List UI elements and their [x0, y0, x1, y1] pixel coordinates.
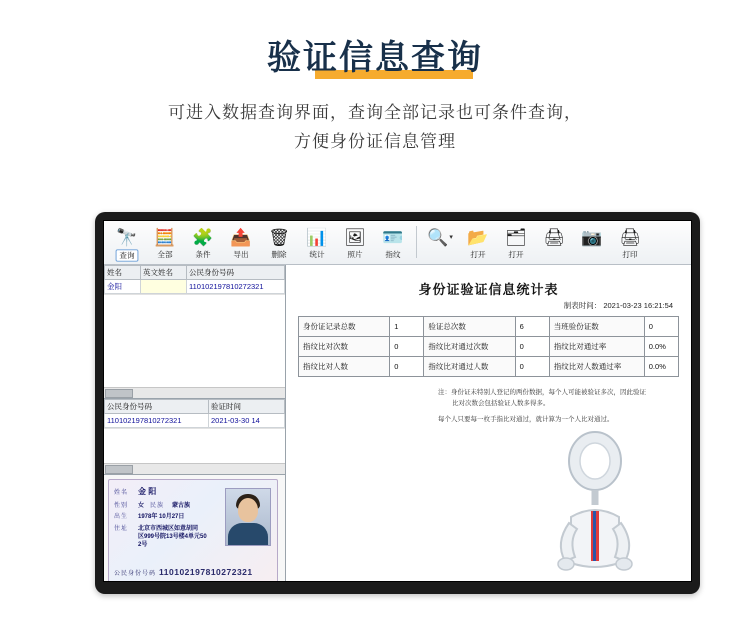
cell-verify-time: 2021-03-30 14 — [209, 414, 285, 428]
id-card-preview-pane — [104, 475, 285, 582]
label-birth: 出生 — [114, 514, 129, 520]
stat-label: 指纹比对通过率 — [549, 337, 644, 357]
report-note-line-1: 注：身份证未特别人登记的两份数据，每个人可能被验证多次，因此验证 — [438, 389, 646, 396]
toolbar-button-fingerprint[interactable] — [374, 223, 412, 260]
col-id-number: 公民身份号码 — [105, 400, 209, 414]
mascot-illustration — [535, 431, 655, 581]
table-row — [299, 357, 679, 377]
toolbar-label: 照片 — [347, 250, 363, 259]
application-window — [103, 220, 692, 582]
verify-log-pane — [104, 399, 285, 475]
value-address — [138, 525, 207, 549]
chevron-down-icon: ▾ — [449, 233, 453, 241]
stat-value: 6 — [515, 317, 549, 337]
toolbar-button-photo[interactable] — [336, 223, 374, 260]
toolbar-button-open-folder[interactable] — [459, 223, 497, 260]
photo-icon: 🖼 — [344, 227, 366, 247]
window-icon: 🗂 — [505, 227, 527, 247]
left-panel — [104, 265, 286, 581]
cell-name: 金阳 — [105, 280, 141, 294]
toolbar-button-statistics[interactable] — [298, 223, 336, 260]
subtitle-line-1: 可进入数据查询界面，查询全部记录也可条件查询， — [168, 103, 582, 123]
person-list-pane — [104, 265, 285, 399]
col-name: 姓名 — [105, 266, 141, 280]
stat-value: 0 — [515, 357, 549, 377]
toolbar-button-printer[interactable] — [535, 223, 573, 249]
zoom-icon: 🔍 ▾ — [427, 227, 453, 247]
value-name: 金 阳 — [138, 487, 157, 496]
stat-label: 指纹比对通过次数 — [424, 337, 515, 357]
camera-icon: 📷 — [581, 227, 603, 247]
cell-id-number: 110102197810272321 — [187, 280, 285, 294]
toolbar-button-camera[interactable] — [573, 223, 611, 249]
table-row — [299, 317, 679, 337]
report-meta — [298, 300, 673, 311]
value-sex: 女 — [138, 502, 145, 509]
stat-value: 0 — [390, 337, 424, 357]
stat-value: 0.0% — [644, 357, 678, 377]
value-address-line1: 北京市西城区如意胡同 — [138, 525, 199, 532]
col-id-number: 公民身份号码 — [187, 266, 285, 280]
id-card-portrait — [225, 488, 271, 546]
stat-label: 指纹比对人数 — [299, 357, 390, 377]
toolbar-button-export[interactable] — [222, 223, 260, 260]
stat-label: 当班验份证数 — [549, 317, 644, 337]
label-address: 住址 — [114, 525, 129, 532]
page-subtitle — [0, 99, 750, 157]
stat-value: 0 — [390, 357, 424, 377]
label-name: 姓名 — [114, 490, 129, 496]
toolbar-button-zoom[interactable] — [421, 223, 459, 249]
toolbar-label: 指纹 — [385, 250, 401, 259]
print2-icon: 🖨 — [619, 227, 641, 247]
export-icon: 📤 — [230, 227, 252, 247]
id-card-sex-nation-row — [114, 500, 226, 509]
report-note — [298, 387, 679, 425]
filter-icon: 🧩 — [192, 227, 214, 247]
toolbar-label: 查询 — [116, 249, 139, 261]
folder-icon: 📂 — [467, 227, 489, 247]
stat-label: 验证总次数 — [424, 317, 515, 337]
chart-icon: 📊 — [306, 227, 328, 247]
id-card-birth-row — [114, 511, 226, 520]
label-id-number: 公民身份号码 — [114, 571, 157, 577]
col-english-name: 英文姓名 — [141, 266, 187, 280]
binoculars-icon: 🔭 — [116, 227, 138, 247]
table-row — [299, 337, 679, 357]
id-card-fields — [114, 486, 226, 549]
delete-icon: 🗑 — [268, 227, 290, 247]
value-id-number: 110102197810272321 — [159, 567, 253, 577]
report-meta-value: 2021-03-23 16:21:54 — [603, 301, 673, 310]
verify-log-empty-area — [104, 428, 285, 463]
table-icon: 🧮 — [154, 227, 176, 247]
toolbar-label: 打开 — [508, 250, 524, 259]
value-nation: 蒙古族 — [172, 502, 191, 509]
value-birth: 1978年 10月27日 — [138, 514, 185, 520]
page-title — [267, 40, 483, 77]
report-note-line-3: 每个人只要每一枚手指比对通过，就计算为一个人比对通过。 — [438, 416, 614, 424]
stat-label: 指纹比对通过人数 — [424, 357, 515, 377]
toolbar-button-print[interactable] — [611, 223, 649, 260]
toolbar-label: 打印 — [622, 250, 638, 259]
person-grid-hscrollbar[interactable] — [104, 387, 285, 398]
printer-icon: 🖨 — [543, 227, 565, 247]
report-meta-label: 制表时间： — [563, 301, 602, 310]
person-list-empty-area — [104, 294, 285, 387]
toolbar-label: 条件 — [195, 250, 211, 259]
table-row[interactable] — [105, 414, 285, 428]
report-title: 身份证验证信息统计表 — [418, 282, 559, 297]
toolbar-label: 统计 — [309, 250, 325, 259]
toolbar-button-query[interactable] — [108, 223, 146, 262]
toolbar-button-open-window[interactable] — [497, 223, 535, 260]
verify-log-grid[interactable] — [104, 399, 285, 428]
person-grid[interactable] — [104, 265, 285, 294]
stat-value: 1 — [390, 317, 424, 337]
stat-label: 身份证记录总数 — [299, 317, 390, 337]
monitor-frame — [95, 212, 700, 594]
value-address-line2: 区999号院13号楼4单元50 — [138, 533, 207, 540]
toolbar-button-condition[interactable] — [184, 223, 222, 260]
hero-section — [0, 0, 750, 157]
cell-english-name — [141, 280, 187, 294]
portrait-shoulders — [228, 523, 268, 545]
app-body — [104, 265, 691, 581]
verify-log-hscrollbar[interactable] — [104, 463, 285, 474]
stat-value: 0 — [515, 337, 549, 357]
stat-value: 0 — [644, 317, 678, 337]
label-nation: 民族 — [150, 502, 165, 509]
portrait-face — [238, 498, 258, 522]
toolbar-label: 删除 — [271, 250, 287, 259]
report-panel — [286, 265, 691, 581]
app-toolbar — [104, 221, 691, 265]
report-content — [286, 265, 691, 425]
id-card-address-row — [114, 523, 226, 549]
label-sex: 性别 — [114, 502, 129, 509]
stat-label: 指纹比对次数 — [299, 337, 390, 357]
stat-value: 0.0% — [644, 337, 678, 357]
page-title-text: 验证信息查询 — [267, 39, 483, 77]
stat-label: 指纹比对人数通过率 — [549, 357, 644, 377]
value-address-line3: 2号 — [138, 541, 148, 548]
toolbar-label: 打开 — [470, 250, 486, 259]
statistics-table — [298, 316, 679, 377]
cell-id-number: 110102197810272321 — [105, 414, 209, 428]
col-verify-time: 验证时间 — [209, 400, 285, 414]
fingerprint-icon: 🪪 — [382, 227, 404, 247]
subtitle-line-2: 方便身份证信息管理 — [294, 132, 456, 152]
table-header-row — [105, 400, 285, 414]
report-note-line-2: 比对次数会包括验证人数多得多。 — [452, 400, 550, 408]
table-header-row — [105, 266, 285, 280]
toolbar-button-delete[interactable] — [260, 223, 298, 260]
id-card-number-row — [114, 567, 253, 577]
id-card-image — [108, 479, 278, 582]
toolbar-label: 全部 — [157, 250, 173, 259]
table-row[interactable] — [105, 280, 285, 294]
toolbar-button-all[interactable] — [146, 223, 184, 260]
toolbar-label: 导出 — [233, 250, 249, 259]
id-card-name-row — [114, 486, 226, 497]
toolbar-divider — [416, 226, 417, 258]
